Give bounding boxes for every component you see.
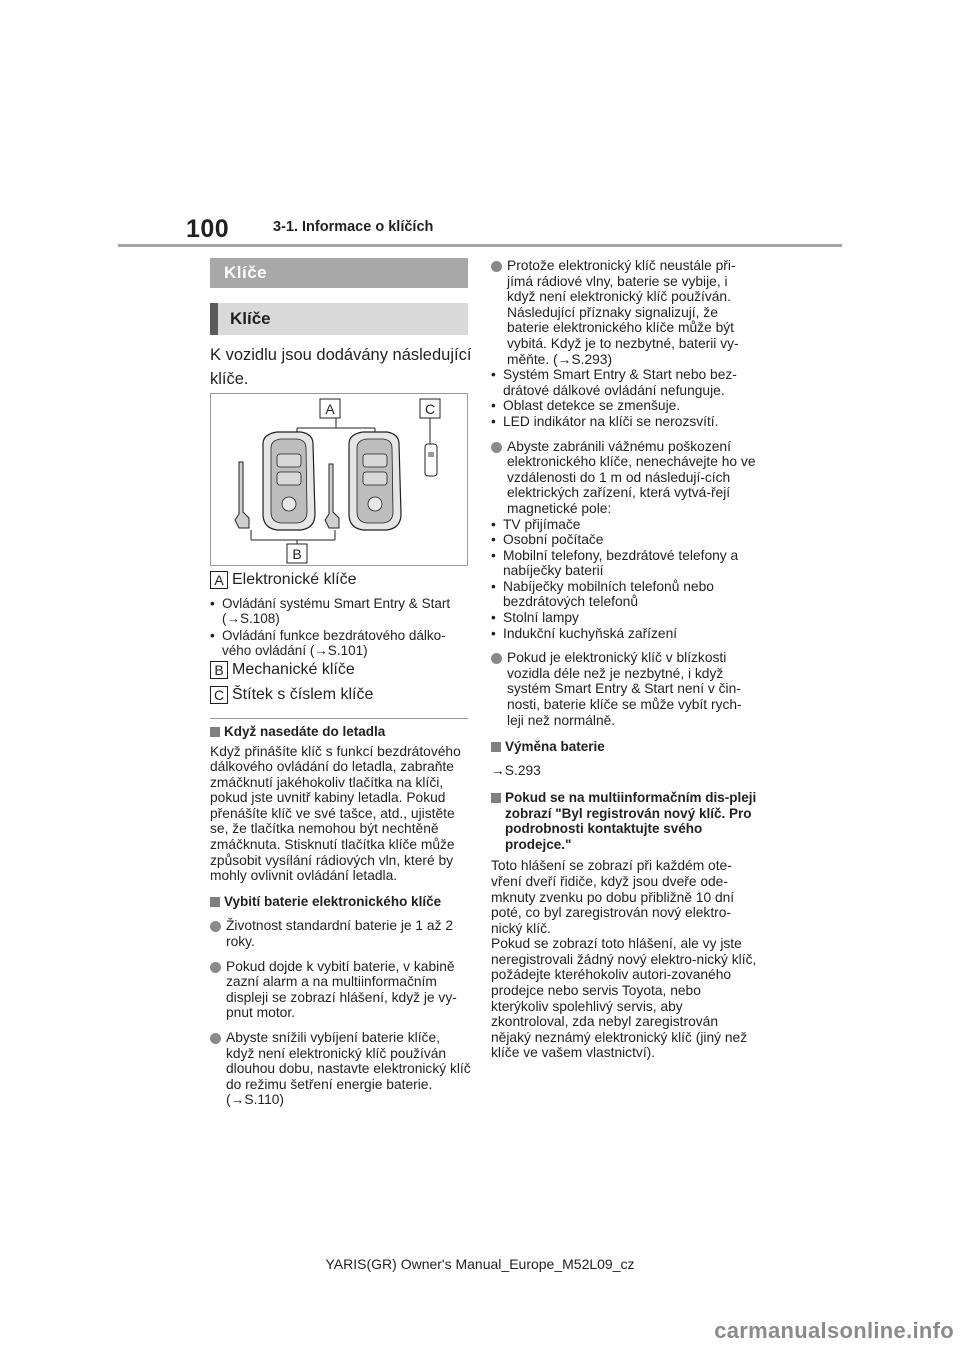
battery-replace-title: Výměna baterie (505, 739, 605, 755)
main-heading (210, 258, 468, 288)
right-item-3 (491, 650, 757, 728)
sub-bullet: • Mobilní telefony, bezdrátové telefony a nabíječky baterií (491, 548, 757, 579)
section-title: 3-1. Informace o klíčích (273, 219, 434, 235)
display-msg-para2: Pokud se zobrazí toto hlášení, ale vy jste neregistrovali žádný nový elektro-nický klíč, požádejte kteréhokoliv autori-zovaného prodejce nebo servis Toyota, nebo kterýkoliv spolehlivý servis, aby zkontroloval, zda nebyl zaregistrován nějaký neznámý elektronický klíč (jiný než klíče ve vašem vlastnictví). (491, 936, 757, 1061)
mechanical-key-left (235, 462, 249, 528)
battery-drain-item (210, 959, 472, 1021)
sub-bullet: • TV přijímače (491, 517, 757, 533)
right-item-2-text: Abyste zabránili vážnému poškození elektronického klíče, nenechávejte ho ve vzdálenosti do 1 m od následují-cích elektrických zařízení, která vytvá-řejí magnetické pole: (507, 438, 756, 516)
left-notes (210, 724, 472, 1108)
legend-a-bullet: • Ovládání funkce bezdrátového dálko-vého ovládání (→S.101) (210, 628, 472, 658)
circle-bullet-icon (210, 962, 221, 973)
right-item-2-bullets (491, 517, 757, 642)
sub-bullet: • Osobní počítače (491, 532, 757, 548)
boarding-title: Když nasedáte do letadla (224, 724, 386, 739)
legend-c-text: Štítek s číslem klíče (232, 686, 374, 703)
right-notes (491, 258, 757, 1061)
right-item-3-text: Pokud je elektronický klíč v blízkosti vozidla déle než je nezbytné, i když systém Smart Entry & Start není v čin-nosti, baterie klíče se může vybít rych-leji než normálně. (507, 650, 742, 728)
display-msg-title: Pokud se na multiinformačním dis-pleji zobrazí "Byl registrován nový klíč. Pro podrobnosti kontaktujte svého prodejce." (505, 790, 757, 852)
square-bullet-icon (210, 897, 220, 907)
battery-drain-title: Vybití baterie elektronického klíče (224, 893, 442, 909)
sub-heading-text: Klíče (230, 309, 271, 328)
legend-a-letter: A (210, 571, 228, 589)
sub-bullet: • Indukční kuchyňská zařízení (491, 626, 757, 642)
battery-drain-item (210, 918, 472, 949)
sub-bullet: • LED indikátor na klíči se nerozsvítí. (491, 414, 757, 430)
legend-b (210, 661, 355, 679)
battery-drain-item-text: Pokud dojde k vybití baterie, v kabině zazní alarm a na multiinformačním displeji se zobrazí hlášení, když je vy-pnut motor. (226, 958, 457, 1021)
boarding-text: Když přinášíte klíč s funkcí bezdrátového dálkového ovládání do letadla, zabraňte zmáčknutí jakéhokoliv tlačítka na klíči, pokud jste uvnitř kabiny letadla. Pokud přenášíte klíč ve své tašce, atd., ujistěte se, že tlačítka nemohou být nechtěně zmáčknuta. Stisknutí tlačítka klíče může způsobit vysílání rádiových vln, které by mohly ovlivnit ovládání letadla. (210, 743, 461, 884)
right-item-1-bullets (491, 367, 757, 429)
legend-a-text: Elektronické klíče (232, 571, 357, 588)
right-item-2 (491, 439, 757, 642)
battery-drain-item-text: Životnost standardní baterie je 1 až 2 roky. (226, 918, 454, 949)
circle-bullet-icon (210, 921, 221, 932)
keys-illustration (211, 394, 467, 565)
label-b: B (292, 546, 302, 562)
display-msg-heading (491, 790, 757, 852)
footer: YARIS(GR) Owner's Manual_Europe_M52L09_cz (325, 1256, 635, 1272)
sub-bullet: • Oblast detekce se zmenšuje. (491, 398, 757, 414)
label-c: C (424, 401, 436, 417)
sub-bullet: • Stolní lampy (491, 610, 757, 626)
battery-drain-heading (210, 894, 472, 910)
battery-replace-ref[interactable]: →S.293 (491, 762, 541, 778)
legend-b-letter: B (210, 661, 228, 679)
intro-text: K vozidlu jsou dodávány následující klíče. (210, 346, 472, 388)
right-item-1 (491, 258, 757, 430)
main-heading-text: Klíče (224, 263, 268, 282)
legend-a-bullets (210, 596, 472, 658)
square-bullet-icon (491, 742, 501, 752)
label-a: A (325, 401, 335, 417)
sub-heading (210, 303, 468, 335)
watermark: carmanualsonline.info (714, 1318, 954, 1343)
circle-bullet-icon (491, 653, 502, 664)
keys-figure (210, 393, 468, 566)
page-number: 100 (186, 215, 230, 243)
legend-a (210, 571, 357, 589)
legend-c (210, 686, 373, 704)
display-msg-para1: Toto hlášení se zobrazí při každém ote-vření dveří řidiče, když jsou dveře ode-mknuty zvenku po dobu přibližně 10 dní poté, co byl zaregistrován nový elektro-nický klíč. (491, 858, 735, 936)
square-bullet-icon (491, 793, 501, 803)
legend-a-bullet: • Ovládání systému Smart Entry & Start (→S.108) (210, 596, 472, 626)
battery-replace-heading (491, 739, 757, 755)
battery-drain-item-text: Abyste snížili vybíjení baterie klíče, když není elektronický klíč používán dlouhou dobu, nastavte elektronický klíč do režimu šetření energie baterie. (→S.110) (226, 1029, 471, 1108)
boarding-heading (210, 724, 472, 740)
divider (210, 718, 468, 719)
mechanical-key-right (325, 464, 339, 528)
circle-bullet-icon (491, 442, 502, 453)
sub-bullet: • Systém Smart Entry & Start nebo bez-drátové dálkové ovládání nefunguje. (491, 367, 757, 398)
battery-drain-item (210, 1030, 472, 1108)
legend-b-text: Mechanické klíče (232, 661, 355, 678)
key-tag (425, 444, 437, 476)
right-item-1-text: Protože elektronický klíč neustále při-jímá rádiové vlny, baterie se vybije, i když není elektronický klíč používán. Následující příznaky signalizují, že baterie elektronického klíče může být vybitá. Když je to nezbytné, baterii vy-měňte. (→S.293) (507, 258, 739, 367)
sub-bullet: • Nabíječky mobilních telefonů nebo bezdrátových telefonů (491, 579, 757, 610)
circle-bullet-icon (210, 1033, 221, 1044)
square-bullet-icon (210, 727, 220, 737)
legend-c-letter: C (210, 686, 228, 704)
header-rule (118, 244, 842, 247)
circle-bullet-icon (491, 261, 502, 272)
